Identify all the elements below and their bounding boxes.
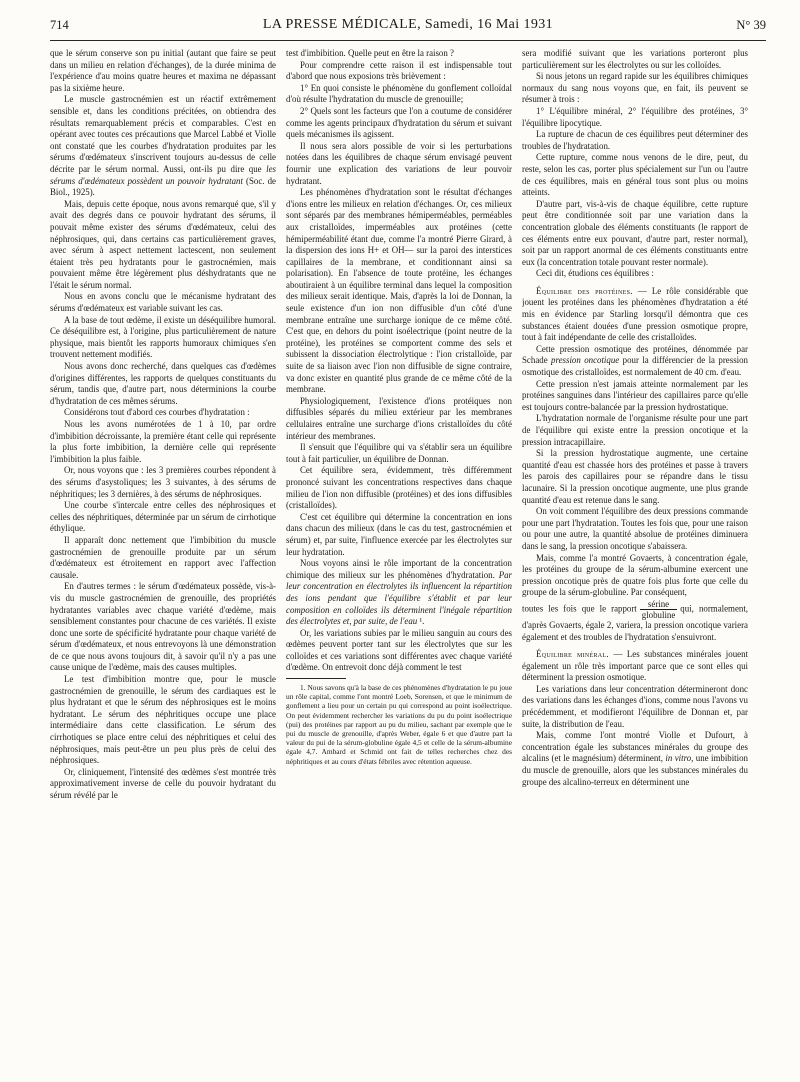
italic-text: Par leur concentration en électrolytes ils influencent la répartition des ions pendant que l'équilibre s'établit et par leur composition en colloïdes ils déterminent l'inégale répartition des électrolytes et, par suite, de l'eau bbox=[286, 569, 512, 627]
paragraph: Nous avons donc recherché, dans quelques cas d'œdèmes d'origines différentes, les rapports de quelques constituants du sérum, tandis que, d'autre part, nous déterminions la courbe d'hydratation de ces mêmes sérums. bbox=[50, 361, 276, 406]
paragraph: test d'imbibition. Quelle peut en être la raison ? bbox=[286, 48, 454, 58]
text-run: Le muscle gastrocnémien est un réactif extrêmement sensible et, dans les conditions précitées, on obtiendra des résultats remarquablement précis et comparables. C'est en opérant avec toutes ces précautions que Marcel Labbé et Violle ont constaté que les courbes d'hydratation produites par les sérums d'œdémateux s'inscrivent toujours au-dessus de celle décrite par le sérum normal. Aussi, ont-ils pu dire que bbox=[50, 94, 276, 174]
journal-title: LA PRESSE MÉDICALE, Samedi, 16 Mai 1931 bbox=[262, 17, 554, 32]
italic-text: les sérums d'œdémateux possèdent un pouvoir hydratant bbox=[50, 163, 276, 186]
paragraph: Une courbe s'intercale entre celles des néphrosiques et celles des néphritiques, déterminée par un sérum de cirrhotique éthylique. bbox=[50, 500, 276, 534]
text-run: Mais, comme l'ont montré Violle et Dufourt, à concentration égale les substances minérales du groupe des alcalins (et le magnésium) déterminent, bbox=[522, 730, 748, 764]
text-run: (Soc. de Biol., 1925). bbox=[50, 175, 276, 198]
paragraph: Si la pression hydrostatique augmente, une certaine quantité d'eau est chassée hors des protéines et passe à travers les parois des capillaires pour se répandre dans le tissu lacunaire. Si la pression oncotique augmente, une plus grande quantité d'eau est retenue dans le sang. bbox=[522, 448, 748, 505]
paragraph: Or, cliniquement, l'intensité des œdèmes s'est montrée très approximativement inverse de celle du pouvoir hydratant du sérum révélé par le bbox=[50, 766, 276, 800]
paragraph: Nous les avons numérotées de 1 à 10, par ordre d'imbibition décroissante, la première étant celle qui représente la plus forte imbibition, la dernière celle qui représente l'imbibition la plus faible. bbox=[50, 419, 276, 464]
paragraph: Il s'ensuit que l'équilibre qui va s'établir sera un équilibre tout à fait particulier, un équilibre de Donnan. bbox=[286, 442, 512, 464]
paragraph: Cette pression n'est jamais atteinte normalement par les protéines sanguines dans l'intérieur des capillaires parce qu'elle est toujours contre-balancée par la pression hydrostatique. bbox=[522, 378, 748, 412]
issue-number: N° 39 bbox=[736, 18, 766, 32]
paragraph: Physiologiquement, l'existence d'ions protéiques non diffusibles séparés du milieu extérieur par les membranes cellulaires entraîne une surcharge d'ions cristalloïdes du côté intérieur des membranes. bbox=[286, 395, 512, 441]
paragraph: 1° L'équilibre minéral, 2° l'équilibre des protéines, 3° l'équilibre lipocytique. bbox=[522, 105, 748, 128]
paragraph: Le test d'imbibition montre que, pour le muscle gastrocnémien de grenouille, le sérum des cardiaques est le plus hydratant et que le sérum des néphrosiques est le moins hydratant. Le sérum des néphritiques occupe une place intermédiaire dans cette classification. Le sérum des cirrhotiques se place entre celui des néphritiques et celui des néphrosiques, mais peut-être un peu plus près de celui des néphrosiques. bbox=[50, 674, 276, 766]
section-heading: Équilibre minéral. bbox=[536, 649, 609, 660]
footnote: 1. Nous savons qu'à la base de ces phénomènes d'hydratation le pu joue un rôle capital, comme l'ont montré Loeb, Sorensen, et que le minimum de gonflement a lieu pour un certain pu qui correspond au point isoélectrique. On peut évidemment rechercher les variations du pu du point isoélectrique (pui) des protéines par rapport au pu du milieu, sachant par exemple que le pui du muscle de grenouille, d'après Weber, égale 6 et que d'autre part la valeur du pui de la sérum-globuline égale 4,5 et celle de la sérum-albumine égale 4,7. Ambard et Schmid ont fait de telles recherches chez des néphritiques et au cours d'états fébriles avec rétention aqueuse. bbox=[286, 683, 512, 766]
paragraph bbox=[522, 599, 748, 643]
paragraph: 2° Quels sont les facteurs que l'on a coutume de considérer comme les agents principaux d'hydratation du sérum et suivant quels mécanismes ils agissent. bbox=[286, 105, 512, 140]
italic-text: in vitro bbox=[665, 753, 692, 764]
paragraph: C'est cet équilibre qui détermine la concentration en ions dans chacun des milieux (dans le cas du test, gastrocnémien et sérum) et, par suite, l'influence exercée par les électrolytes sur leur hydratation. bbox=[286, 511, 512, 557]
fraction-denominator: globuline bbox=[641, 609, 676, 620]
paragraph: Or, les variations subies par le milieu sanguin au cours des œdèmes peuvent porter tant sur les électrolytes que sur les colloïdes et ces variations sont différentes avec chaque variété d'œdème. On entrevoit donc déjà comment le test bbox=[286, 627, 512, 673]
paragraph: En d'autres termes : le sérum d'œdémateux possède, vis-à-vis du muscle gastrocnémien de grenouille, des propriétés hydratantes variables avec chaque variété d'œdème, mais sensiblement constantes pour chacune de ces variétés. Il existe donc une sorte de spécificité hydratante pour chaque variété de sérum d'œdémateux, et nous entrevoyons là une démonstration de ce que nous avons toujours dit, à savoir qu'il n'y a pas une cause unique de l'œdème, mais des causes multiples. bbox=[50, 581, 276, 673]
text-run: — Les substances minérales jouent également un rôle très important parce que ce sont elles qui déterminent la pression osmotique. bbox=[522, 649, 748, 683]
paragraph: que le sérum conserve son pu initial (autant que faire se peut dans un milieu en relation d'échanges), de la durée minima de l'expérience d'au moins quatre heures et maxima ne dépassant pas la sixième heure. bbox=[50, 48, 276, 93]
paragraph: A la base de tout œdème, il existe un déséquilibre humoral. Ce déséquilibre est, à l'origine, plus particulièrement de nature physique, mais bientôt les rapports humoraux chimiques s'en trouvent nettement modifiés. bbox=[50, 314, 276, 360]
text-run: pour la différencier de la pression osmotique des cristalloïdes, est normalement de 40 cm. d'eau. bbox=[522, 355, 748, 378]
paragraph bbox=[522, 730, 748, 788]
paragraph: Mais, depuis cette époque, nous avons remarqué que, s'il y avait des degrés dans ce pouvoir hydratant des sérums, il pouvait même exister des sérums d'œdémateux, celui des néphrosiques, qui, dans certains cas particulièrement graves, avec sérum à aspect nettement lactescent, non seulement étaient très peu hydratants pour le gastrocnémien, mais pouvaient même être légèrement plus déshydratants que ne l'était le sérum normal. bbox=[50, 198, 276, 290]
paragraph: Cet équilibre sera, évidemment, très différemment prononcé suivant les concentrations respectives dans chaque milieu de l'ion non diffusible (protéines) et des ions diffusibles (cristalloïdes). bbox=[286, 465, 512, 511]
text-run: qui, normalement, d'après Govaerts, égale 2, variera, la pression oncotique variera également et des troubles de l'hydratation s'ensuivront. bbox=[522, 603, 748, 642]
text-column-1 bbox=[50, 48, 276, 1070]
ratio-fraction bbox=[640, 599, 678, 620]
paragraph: Les phénomènes d'hydratation sont le résultat d'échanges d'ions entre les milieux en relation d'échanges. Or, ces milieux sont séparés par des membranes hémiperméables, perméables aux cristalloïdes, imperméables aux protéines (cette hémiperméabilité étant due, comme l'a montré Pierre Girard, à la dispersion des ions H+ et OH— sur la paroi des interstices capillaires de la membrane, et conditionnant ainsi sa polarisation). En l'absence de toute protéine, les échanges aboutiraient à un équilibre terminal dans lequel la composition des milieux serait identique. Mais, d'après la loi de Donnan, la seule existence d'un ion non diffusible d'un côté d'une membrane entraîne une surcharge ionique de ce même côté. C'est que, en dehors du point isoélectrique (point neutre de la protéine), les protéines se comportent comme des sels et subissent la dissociation électrolytique : l'ion cristalloïde, par suite de sa liaison avec l'ion non diffusible de signe contraire, va donc exister en quantité plus grande de ce même côté de la membrane. bbox=[286, 187, 512, 395]
paragraph bbox=[522, 649, 748, 684]
paragraph: Mais, comme l'a montré Govaerts, à concentration égale, les protéines du groupe de la sérum-albumine exercent une pression oncotique près de quatre fois plus forte que celle du groupe de la sérum-globuline. Par conséquent, bbox=[522, 552, 748, 598]
paragraph: Cette rupture, comme nous venons de le dire, peut, du reste, selon les cas, porter plus spécialement sur l'un ou l'autre de ces équilibres, mais en général tous sont plus ou moins atteints. bbox=[522, 152, 748, 198]
text-run: Nous voyons ainsi le rôle important de la concentration chimique des milieux sur les phénomènes d'hydratation. bbox=[286, 558, 512, 580]
paragraph: Considérons tout d'abord ces courbes d'hydratation : bbox=[64, 407, 250, 418]
paragraph: La rupture de chacun de ces équilibres peut déterminer des troubles de l'hydratation. bbox=[522, 129, 748, 151]
paragraph: Il nous sera alors possible de voir si les perturbations notées dans les équilibres de chaque sérum envisagé peuvent fournir une explication des variations de leur pouvoir hydratant. bbox=[286, 140, 512, 186]
section-heading: Équilibre des protéines. bbox=[536, 285, 633, 296]
paragraph: Ceci dit, étudions ces équilibres : bbox=[536, 268, 654, 279]
text-column-3 bbox=[522, 48, 748, 1070]
paragraph: Les variations dans leur concentration détermineront donc des variations dans les échanges d'ions, comme nous l'avons vu précédemment, et modifieront l'équilibre de Donnan et, par suite, la distribution de l'eau. bbox=[522, 683, 748, 729]
paragraph: D'autre part, vis-à-vis de chaque équilibre, cette rupture peut être conditionnée soit par une variation dans la concentration globale des éléments constituants (le rapport de ces éléments entre eux pouvant, d'autre part, rester normal), soit par un rapport anormal de ces éléments constituants entre eux (la concentration totale pouvant rester normale). bbox=[522, 198, 748, 267]
paragraph bbox=[286, 558, 512, 628]
running-header bbox=[50, 10, 766, 41]
footnote-ref: ¹. bbox=[417, 616, 425, 627]
italic-text: pression oncotique bbox=[551, 355, 620, 366]
paragraph bbox=[522, 286, 748, 344]
text-column-2 bbox=[286, 48, 512, 1070]
text-run: , une imbibition du muscle de grenouille, alors que les substances minérales du groupe des alcalino-terreux en déterminent une bbox=[522, 753, 748, 787]
paragraph bbox=[50, 94, 276, 198]
fraction-numerator: sérine bbox=[640, 599, 678, 610]
page-number: 714 bbox=[50, 18, 69, 32]
text-run: toutes les fois que le rapport bbox=[522, 603, 637, 614]
paragraph: Nous en avons conclu que le mécanisme hydratant des sérums d'œdémateux est variable suivant les cas. bbox=[50, 291, 276, 314]
footnote-separator bbox=[286, 678, 346, 679]
paragraph: Il apparaît donc nettement que l'imbibition du muscle gastrocnémien de grenouille produite par un sérum d'œdémateux est étroitement en rapport avec l'affection causale. bbox=[50, 534, 276, 580]
paragraph: Si nous jetons un regard rapide sur les équilibres chimiques normaux du sang nous voyons que, en fait, ils peuvent se résumer à trois : bbox=[522, 71, 748, 105]
paragraph: On voit comment l'équilibre des deux pressions commande pour une part l'hydratation. Toutes les fois que, pour une raison ou pour une autre, la quantité absolue de protéines diminuera dans le sang, la pression oncotique s'abaissera. bbox=[522, 506, 748, 551]
text-run: — Le rôle considérable que jouent les protéines dans les phénomènes d'hydratation a été mis en évidence par Starling lorsqu'il démontra que ces substances étaient douées d'une pression osmotique propre, tout à fait indépendante de celle des cristalloïdes. bbox=[522, 285, 748, 343]
text-run: Cette pression osmotique des protéines, dénommée par Schade bbox=[522, 343, 748, 366]
paragraph: sera modifié suivant que les variations porteront plus particulièrement sur les électrolytes ou sur les colloïdes. bbox=[522, 48, 748, 70]
paragraph: 1° En quoi consiste le phénomène du gonflement colloïdal d'où résulte l'hydratation du muscle de grenouille; bbox=[286, 82, 512, 105]
paragraph bbox=[522, 344, 748, 379]
paragraph: Or, nous voyons que : les 3 premières courbes répondent à des sérums d'asystoliques; les 3 suivantes, à des sérums de néphritiques; les 3 dernières, à des sérums de néphrosiques. bbox=[50, 465, 276, 499]
paragraph: L'hydratation normale de l'organisme résulte pour une part de l'équilibre qui existe entre la pression oncotique et la pression intracapillaire. bbox=[522, 413, 748, 447]
paragraph: Pour comprendre cette raison il est indispensable tout d'abord que nous exposions très brièvement : bbox=[286, 59, 512, 82]
